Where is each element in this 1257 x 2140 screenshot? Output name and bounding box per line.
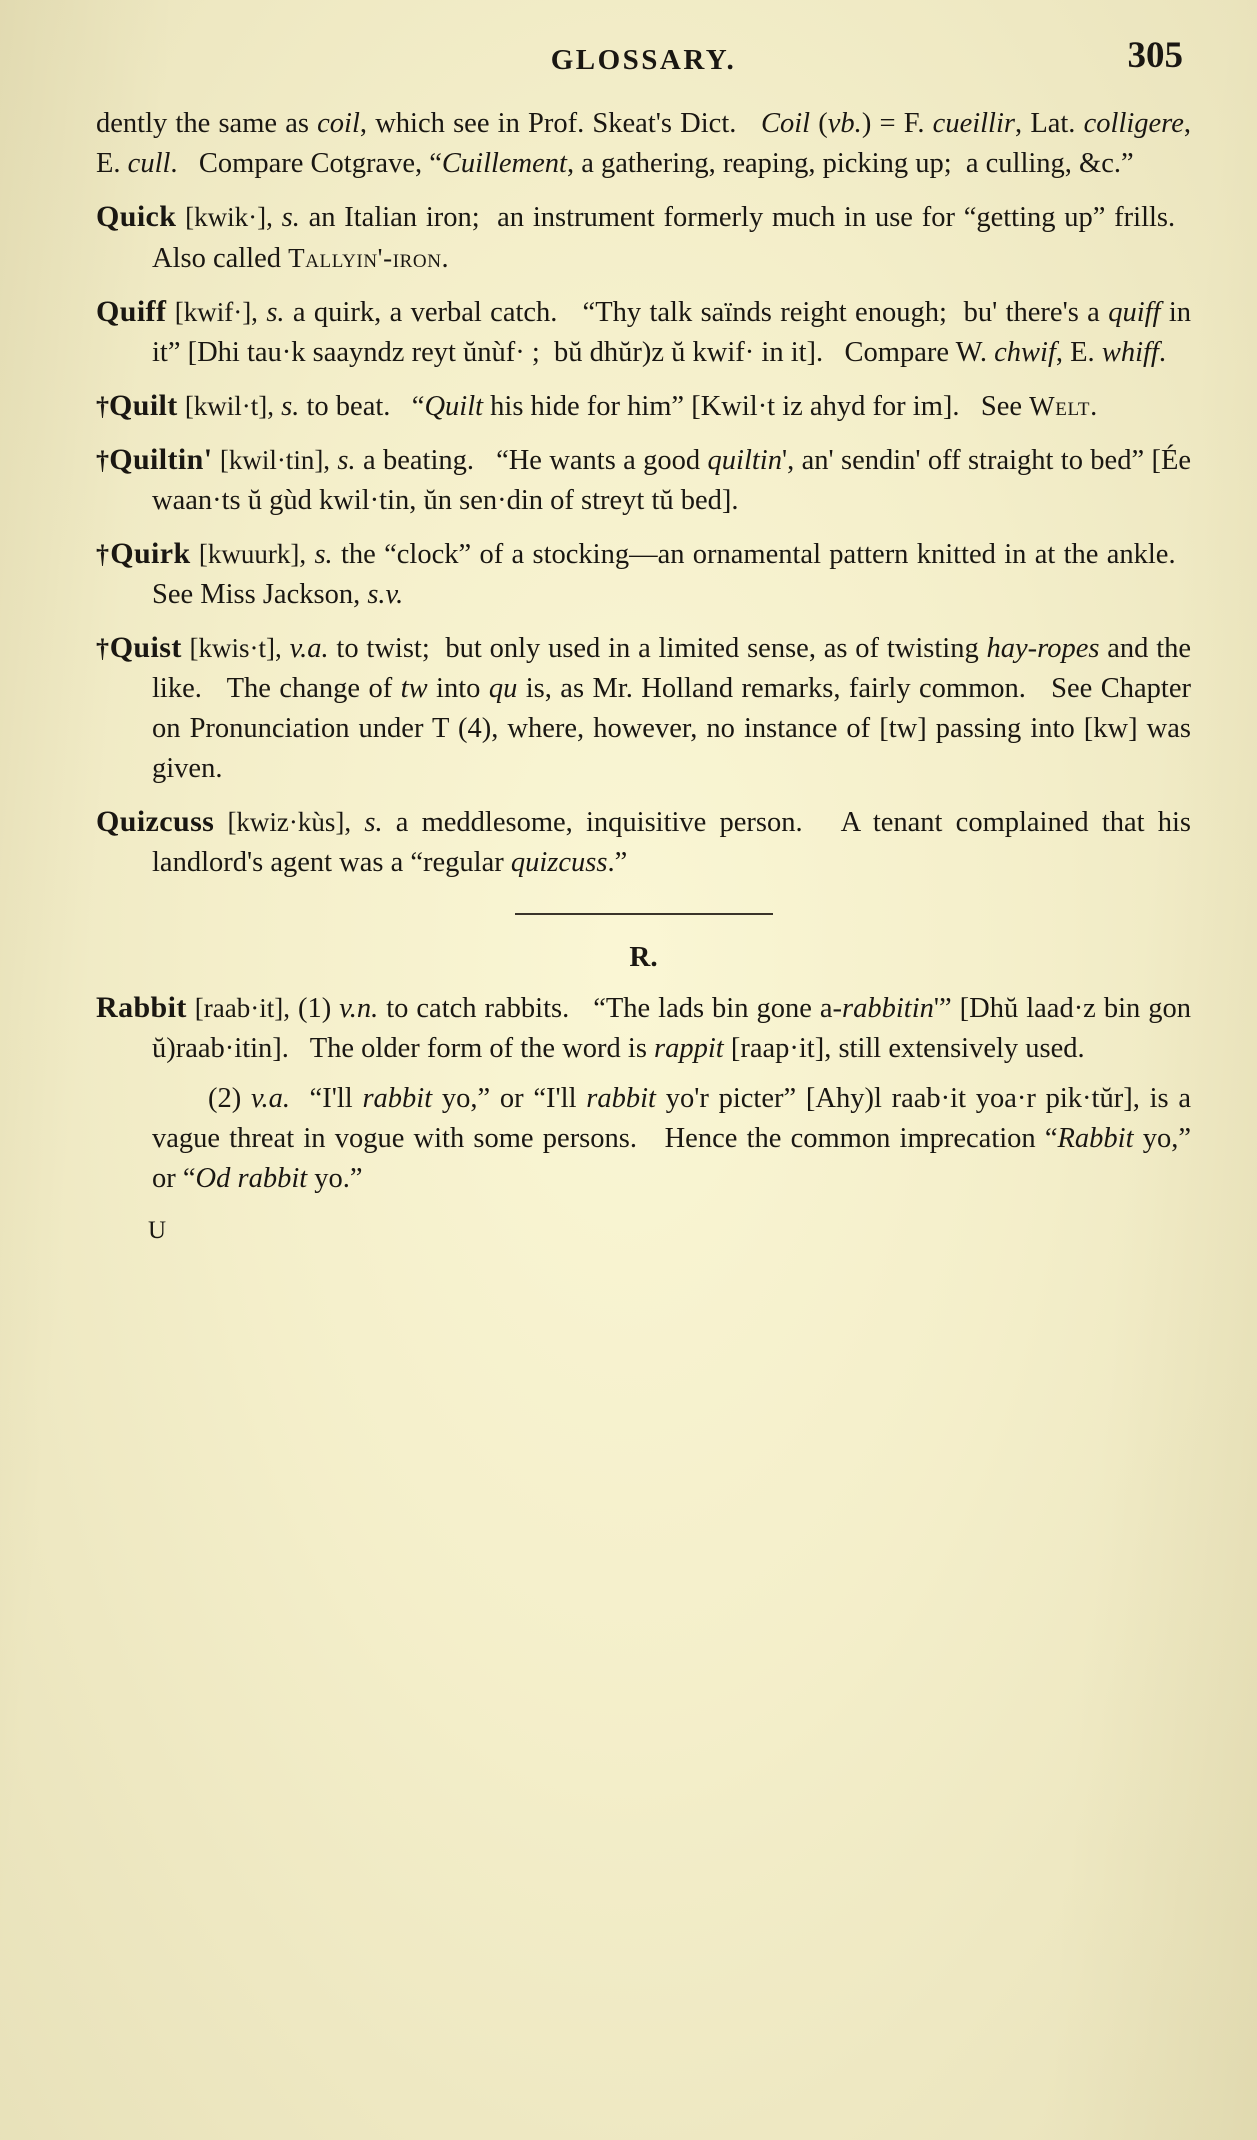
entry-dagger: †	[96, 634, 110, 663]
glossary-entry	[96, 534, 1191, 615]
page-content	[96, 0, 1191, 2140]
entry-body: [raab·it], (1) v.n. to catch rabbits. “The lads bin gone a-rabbitin'” [Dhŭ laad·z bin gon ŭ)raab·itin]. The older form of the word is rappit [raap·it], still extensively used.	[152, 993, 1191, 1064]
entry-body: [kwik·], s. an Italian iron; an instrument formerly much in use for “getting up” frills. Also called Tallyin'-iron.	[152, 202, 1192, 274]
entry-headword: Quiltin'	[109, 443, 213, 476]
entry-body: [kwif·], s. a quirk, a verbal catch. “Thy talk saïnds reight enough; bu' there's a quiff in it” [Dhi tau·k saayndz reyt ŭnùf· ; bŭ dhŭr)z ŭ kwif· in it]. Compare W. chwif, E. whiff.	[152, 297, 1192, 368]
glossary-entry	[96, 292, 1191, 373]
page-header	[96, 34, 1191, 104]
glossary-entry	[96, 386, 1191, 427]
entry-body: [kwil·t], s. to beat. “Quilt his hide for him” [Kwil·t iz ahyd for im]. See Welt.	[184, 391, 1098, 422]
glossary-entry	[96, 802, 1191, 883]
entry-headword: Quiff	[96, 295, 167, 328]
entry-body: [kwuurk], s. the “clock” of a stocking—an ornamental pattern knitted in at the ankle. See Miss Jackson, s.v.	[152, 539, 1192, 610]
glossary-entry	[96, 988, 1191, 1069]
signature-mark: U	[148, 1217, 168, 1244]
section-divider	[515, 913, 773, 915]
entry-dagger: †	[96, 392, 109, 421]
page-number: 305	[1127, 35, 1183, 76]
entry-headword: Rabbit	[96, 991, 187, 1024]
entry-sense-two: (2) v.a. “I'll rabbit yo,” or “I'll rabbit yo'r picter” [Ahy)l raab·it yoa·r pik·tŭr], is a vague threat in vogue with some persons. Hence the common imprecation “Rabbit yo,” or “Od rabbit yo.”	[152, 1083, 1191, 1194]
entry-body: [kwis·t], v.a. to twist; but only used in a limited sense, as of twisting hay-ropes and the like. The change of tw into qu is, as Mr. Holland remarks, fairly common. See Chapter on Pronunciation under T (4), where, however, no instance of [tw] passing into [kw] was given.	[152, 633, 1192, 784]
glossary-entry	[96, 628, 1191, 789]
entry-headword: Quist	[109, 631, 182, 664]
entry-dagger: †	[96, 540, 111, 569]
entry-headword: Quilt	[109, 389, 178, 422]
glossary-entries-q	[96, 197, 1191, 883]
entry-dagger: †	[96, 446, 110, 475]
continued-paragraph: dently the same as coil, which see in Prof. Skeat's Dict. Coil (vb.) = F. cueillir, Lat. colligere, E. cull. Compare Cotgrave, “Cuillement, a gathering, reaping, picking up; a culling, &c.”	[96, 108, 1191, 179]
section-heading: R.	[629, 941, 658, 973]
glossary-entry	[96, 197, 1191, 279]
entry-headword: Quick	[96, 200, 177, 233]
glossary-entry	[96, 440, 1191, 521]
running-head: GLOSSARY.	[550, 44, 737, 76]
glossary-entries-r	[96, 988, 1191, 1199]
entry-body: [kwil·tin], s. a beating. “He wants a good quiltin', an' sendin' off straight to bed” [Ée waan·ts ŭ gùd kwil·tin, ŭn sen·din of streyt tŭ bed].	[152, 445, 1192, 516]
entry-headword: Quirk	[110, 537, 191, 570]
entry-headword: Quizcuss	[96, 805, 215, 838]
entry-body: [kwiz·kùs], s. a meddlesome, inquisitive person. A tenant complained that his landlord's agent was a “regular quizcuss.”	[152, 807, 1192, 878]
